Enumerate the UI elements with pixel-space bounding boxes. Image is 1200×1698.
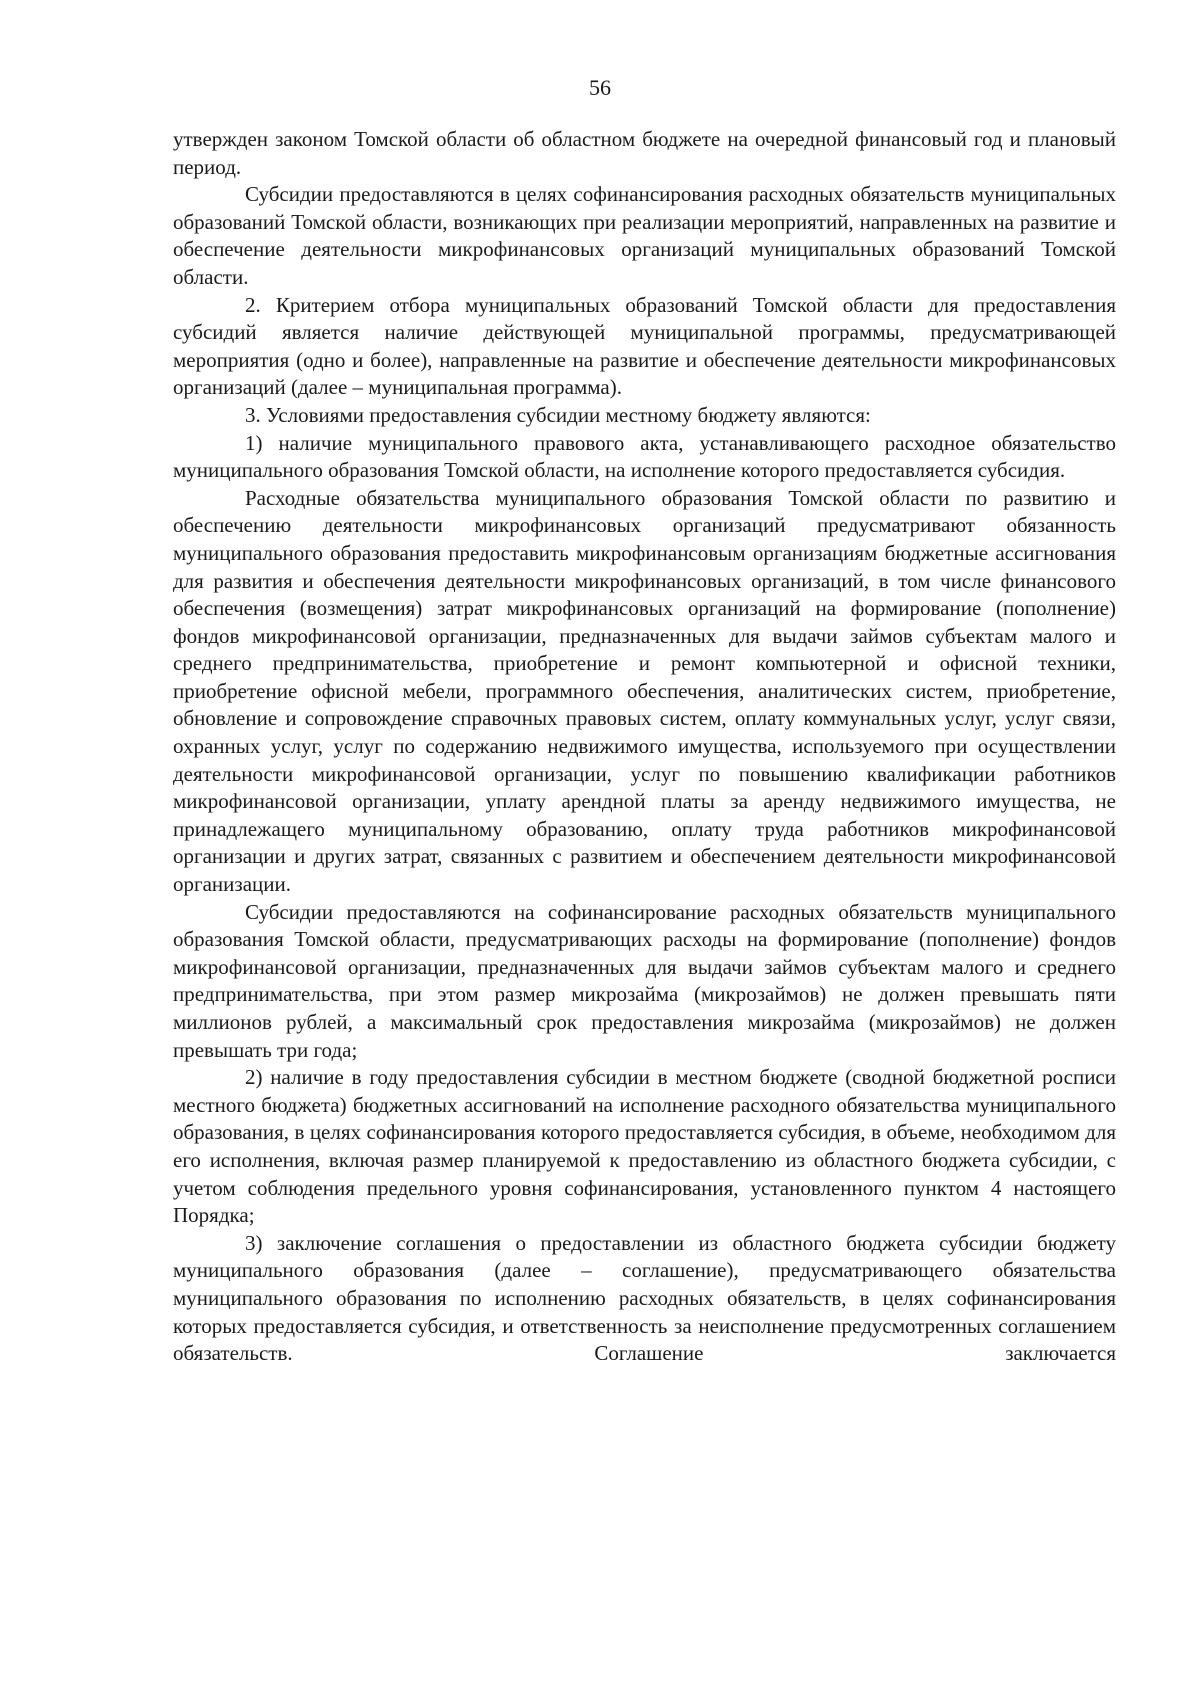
paragraph: 1) наличие муниципального правового акта, устанавливающего расходное обязательство муниципального образования Томской области, на исполнение которого предоставляется субсидия. [173, 430, 1116, 483]
paragraph: Субсидии предоставляются на софинансирование расходных обязательств муниципального образования Томской области, предусматривающих расходы на формирование (пополнение) фондов микрофинансовой организации, предназначенных для выдачи займов субъектам малого и среднего предпринимательства, при этом размер микрозайма (микрозаймов) не должен превышать пяти миллионов рублей, а максимальный срок предоставления микрозайма (микрозаймов) не должен превышать три года; [173, 899, 1116, 1062]
paragraph: 3) заключение соглашения о предоставлении из областного бюджета субсидии бюджету муниципального образования (далее – соглашение), предусматривающего обязательства муниципального образования по исполнению расходных обязательств, в целях софинансирования которых предоставляется субсидия, и ответственность за неисполнение предусмотренных соглашением обязательств. Соглашение заключается [173, 1230, 1116, 1366]
paragraph: Субсидии предоставляются в целях софинансирования расходных обязательств муниципальных образований Томской области, возникающих при реализации мероприятий, направленных на развитие и обеспечение деятельности микрофинансовых организаций муниципальных образований Томской области. [173, 182, 1116, 289]
paragraph: 2) наличие в году предоставления субсидии в местном бюджете (сводной бюджетной росписи местного бюджета) бюджетных ассигнований на исполнение расходного обязательства муниципального образования, в целях софинансирования которого предоставляется субсидия, в объеме, необходимом для его исполнения, включая размер планируемой к предоставлению из областного бюджета субсидии, с учетом соблюдения предельного уровня софинансирования, установленного пунктом 4 настоящего Порядка; [173, 1065, 1116, 1228]
document-body [173, 126, 1116, 1368]
paragraph: 2. Критерием отбора муниципальных образований Томской области для предоставления субсидий является наличие действующей муниципальной программы, предусматривающей мероприятия (одно и более), направленные на развитие и обеспечение деятельности микрофинансовых организаций (далее – муниципальная программа). [173, 292, 1116, 400]
paragraph: утвержден законом Томской области об областном бюджете на очередной финансовый год и плановый период. [173, 127, 1116, 179]
paragraph: 3. Условиями предоставления субсидии местному бюджету являются: [245, 402, 871, 427]
page-number: 56 [589, 75, 611, 100]
paragraph: Расходные обязательства муниципального образования Томской области по развитию и обеспечению деятельности микрофинансовых организаций предусматривают обязанность муниципального образования предоставить микрофинансовым организациям бюджетные ассигнования для развития и обеспечения деятельности микрофинансовых организаций, в том числе финансового обеспечения (возмещения) затрат микрофинансовых организаций на формирование (пополнение) фондов микрофинансовой организации, предназначенных для выдачи займов субъектам малого и среднего предпринимательства, приобретение и ремонт компьютерной и офисной техники, приобретение офисной мебели, программного обеспечения, аналитических систем, приобретение, обновление и сопровождение справочных правовых систем, оплату коммунальных услуг, услуг связи, охранных услуг, услуг по содержанию недвижимого имущества, используемого при осуществлении деятельности микрофинансовой организации, услуг по повышению квалификации работников микрофинансовой организации, уплату арендной платы за аренду недвижимого имущества, не принадлежащего муниципальному образованию, оплату труда работников микрофинансовой организации и других затрат, связанных с развитием и обеспечением деятельности микрофинансовой организации. [173, 485, 1116, 897]
